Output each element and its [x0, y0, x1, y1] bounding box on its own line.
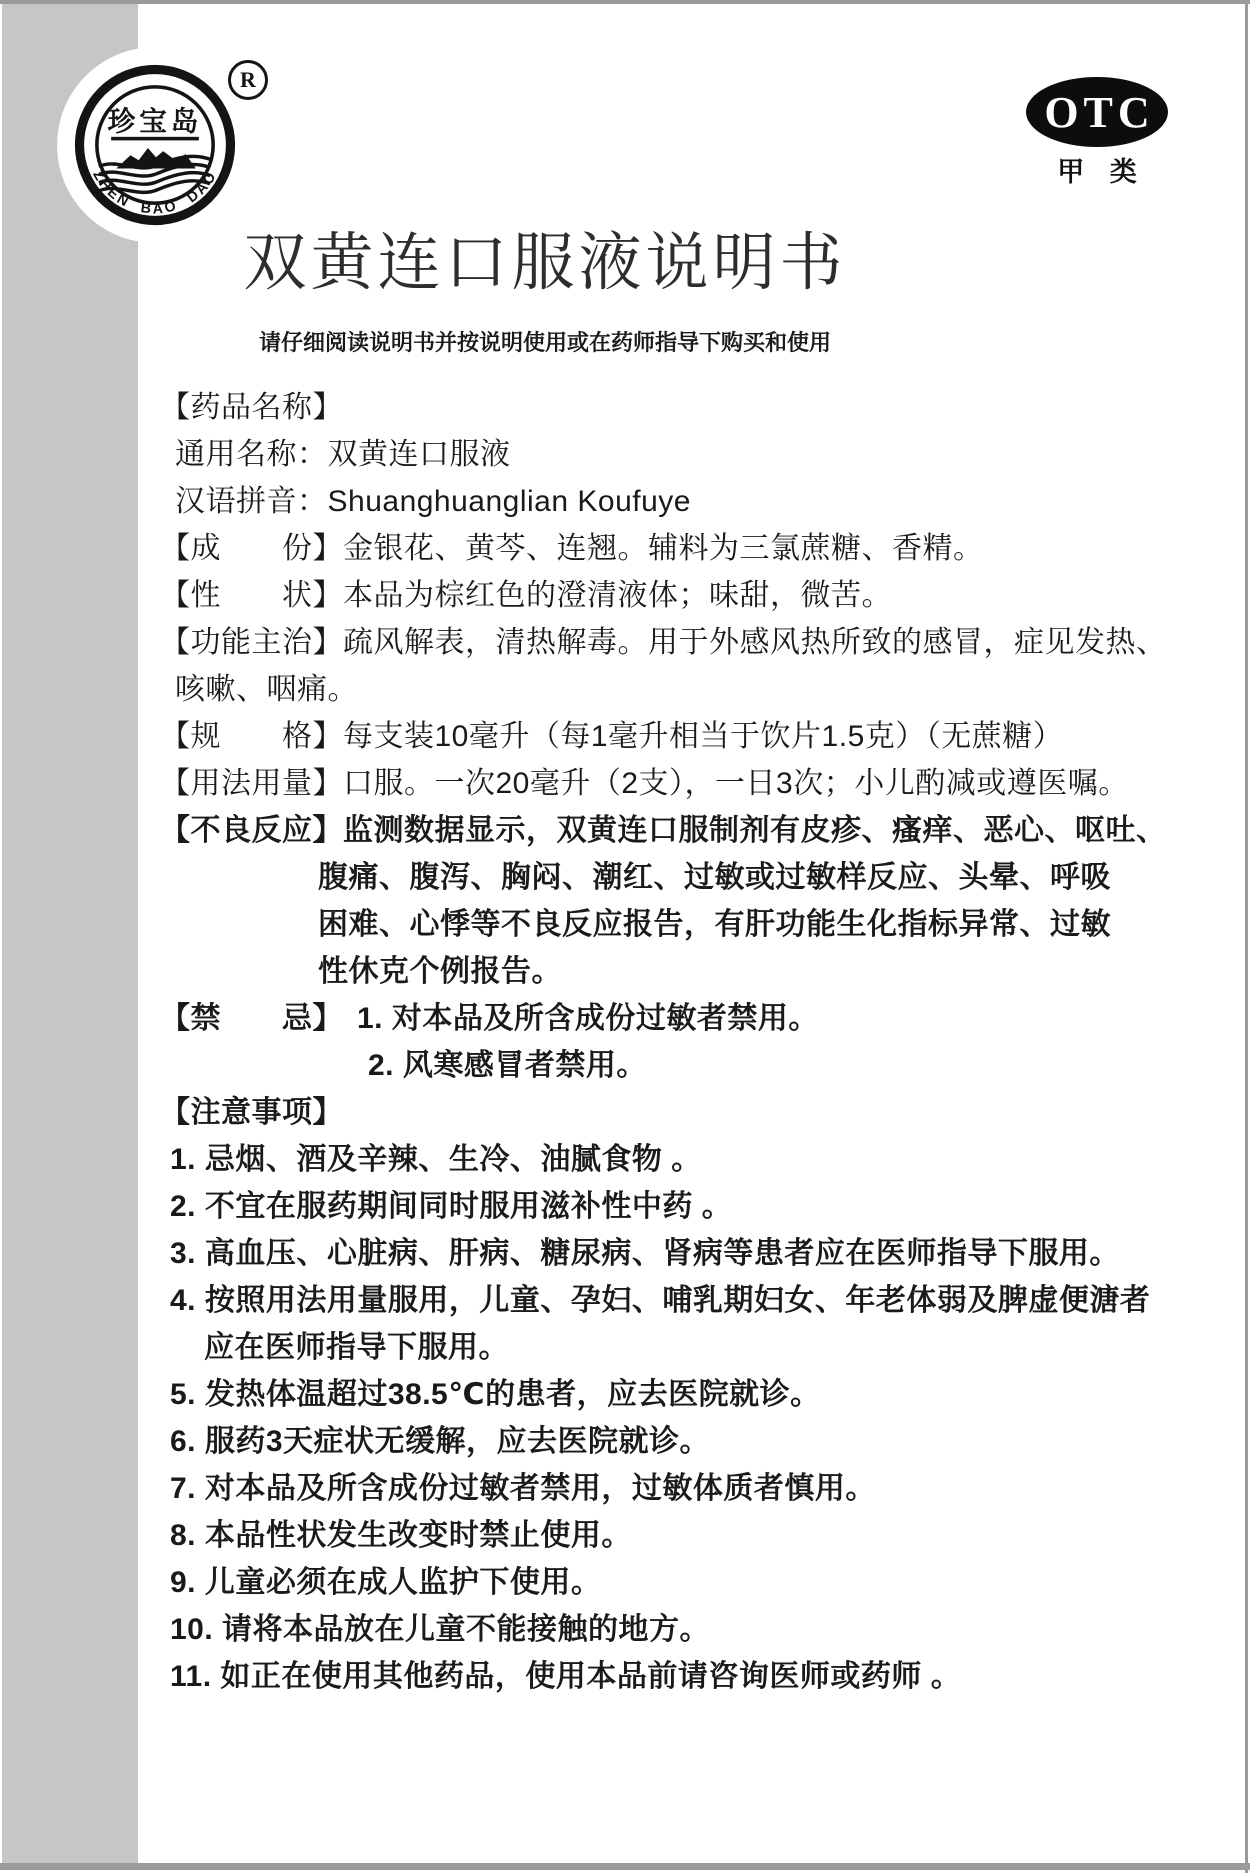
precaution-item-7: 7. 对本品及所含成份过敏者禁用，过敏体质者慎用。	[170, 1472, 876, 1505]
section-indications-line2: 咳嗽、咽痛。	[175, 673, 358, 706]
registered-trademark-icon	[228, 60, 268, 100]
page-title: 双黄连口服液说明书	[243, 228, 847, 298]
section-specification	[160, 713, 1200, 760]
bottom-edge-line	[0, 1863, 1250, 1870]
section-indications-line1	[160, 619, 1200, 666]
precaution-item-4-continuation: 应在医师指导下服用。	[204, 1331, 509, 1364]
precaution-item-10: 10. 请将本品放在儿童不能接触的地方。	[170, 1613, 711, 1646]
indications-text-line1: 疏风解表，清热解毒。用于外感风热所致的感冒，症见发热、	[343, 626, 1167, 659]
section-adverse-line3: 困难、心悸等不良反应报告，有肝功能生化指标异常、过敏	[318, 908, 1111, 941]
brand-underline	[111, 137, 199, 141]
indications-label: 【功能主治】	[160, 626, 343, 659]
precaution-item-5: 5. 发热体温超过38.5℃的患者，应去医院就诊。	[170, 1378, 821, 1411]
contraindications-label: 【禁 忌】	[160, 1002, 343, 1035]
precaution-item-8: 8. 本品性状发生改变时禁止使用。	[170, 1519, 632, 1552]
character-label: 【性 状】	[160, 579, 343, 612]
contraindication-item-2: 2. 风寒感冒者禁用。	[368, 1049, 647, 1082]
section-adverse-line4: 性休克个例报告。	[318, 955, 562, 988]
dosage-text: 口服。一次20毫升（2支），一日3次；小儿酌减或遵医嘱。	[343, 767, 1129, 800]
adverse-text-line1: 监测数据显示，双黄连口服制剂有皮疹、瘙痒、恶心、呕吐、	[343, 814, 1167, 847]
otc-badge	[1026, 77, 1168, 147]
section-drug-name-label: 【药品名称】	[160, 391, 343, 424]
brand-name-cn: 珍宝岛	[107, 105, 203, 137]
specification-text: 每支装10毫升（每1毫升相当于饮片1.5克）（无蔗糖）	[343, 720, 1064, 753]
pinyin-name-line: 汉语拼音：Shuanghuanglian Koufuye	[175, 485, 691, 518]
generic-name-line: 通用名称：双黄连口服液	[175, 438, 511, 471]
section-contraindications-line1	[160, 995, 1200, 1042]
specification-label: 【规 格】	[160, 720, 343, 753]
section-adverse-line1	[160, 807, 1200, 854]
precaution-item-11: 11. 如正在使用其他药品，使用本品前请咨询医师或药师 。	[170, 1660, 962, 1693]
precaution-item-1: 1. 忌烟、酒及辛辣、生冷、油腻食物 。	[170, 1143, 702, 1176]
precaution-item-3: 3. 高血压、心脏病、肝病、糖尿病、肾病等患者应在医师指导下服用。	[170, 1237, 1120, 1270]
dosage-label: 【用法用量】	[160, 767, 343, 800]
adverse-label: 【不良反应】	[160, 814, 343, 847]
right-edge-line	[1245, 0, 1248, 1873]
otc-label: OTC	[1044, 87, 1155, 137]
top-edge-line	[0, 0, 1250, 4]
section-precautions-label: 【注意事项】	[160, 1096, 343, 1129]
leaflet-body	[160, 384, 1200, 1700]
precaution-item-9: 9. 儿童必须在成人监护下使用。	[170, 1566, 602, 1599]
section-ingredients	[160, 525, 1200, 572]
registered-letter: R	[240, 67, 256, 92]
precaution-item-4: 4. 按照用法用量服用，儿童、孕妇、哺乳期妇女、年老体弱及脾虚便溏者	[170, 1284, 1151, 1317]
character-text: 本品为棕红色的澄清液体；味甜，微苦。	[343, 579, 892, 612]
brand-name-arc: ZHEN BAO DAO	[89, 167, 221, 218]
ingredients-label: 【成 份】	[160, 532, 343, 565]
section-adverse-line2: 腹痛、腹泻、胸闷、潮红、过敏或过敏样反应、头晕、呼吸	[318, 861, 1111, 894]
precaution-item-6: 6. 服药3天症状无缓解，应去医院就诊。	[170, 1425, 711, 1458]
page-subtitle: 请仔细阅读说明书并按说明使用或在药师指导下购买和使用	[258, 330, 831, 355]
otc-category-label: 甲 类	[1057, 157, 1146, 187]
section-dosage	[160, 760, 1200, 807]
section-character	[160, 572, 1200, 619]
precaution-item-2: 2. 不宜在服药期间同时服用滋补性中药 。	[170, 1190, 733, 1223]
ingredients-text: 金银花、黄芩、连翘。辅料为三氯蔗糖、香精。	[343, 532, 984, 565]
contraindication-item-1: 1. 对本品及所含成份过敏者禁用。	[357, 1002, 819, 1035]
